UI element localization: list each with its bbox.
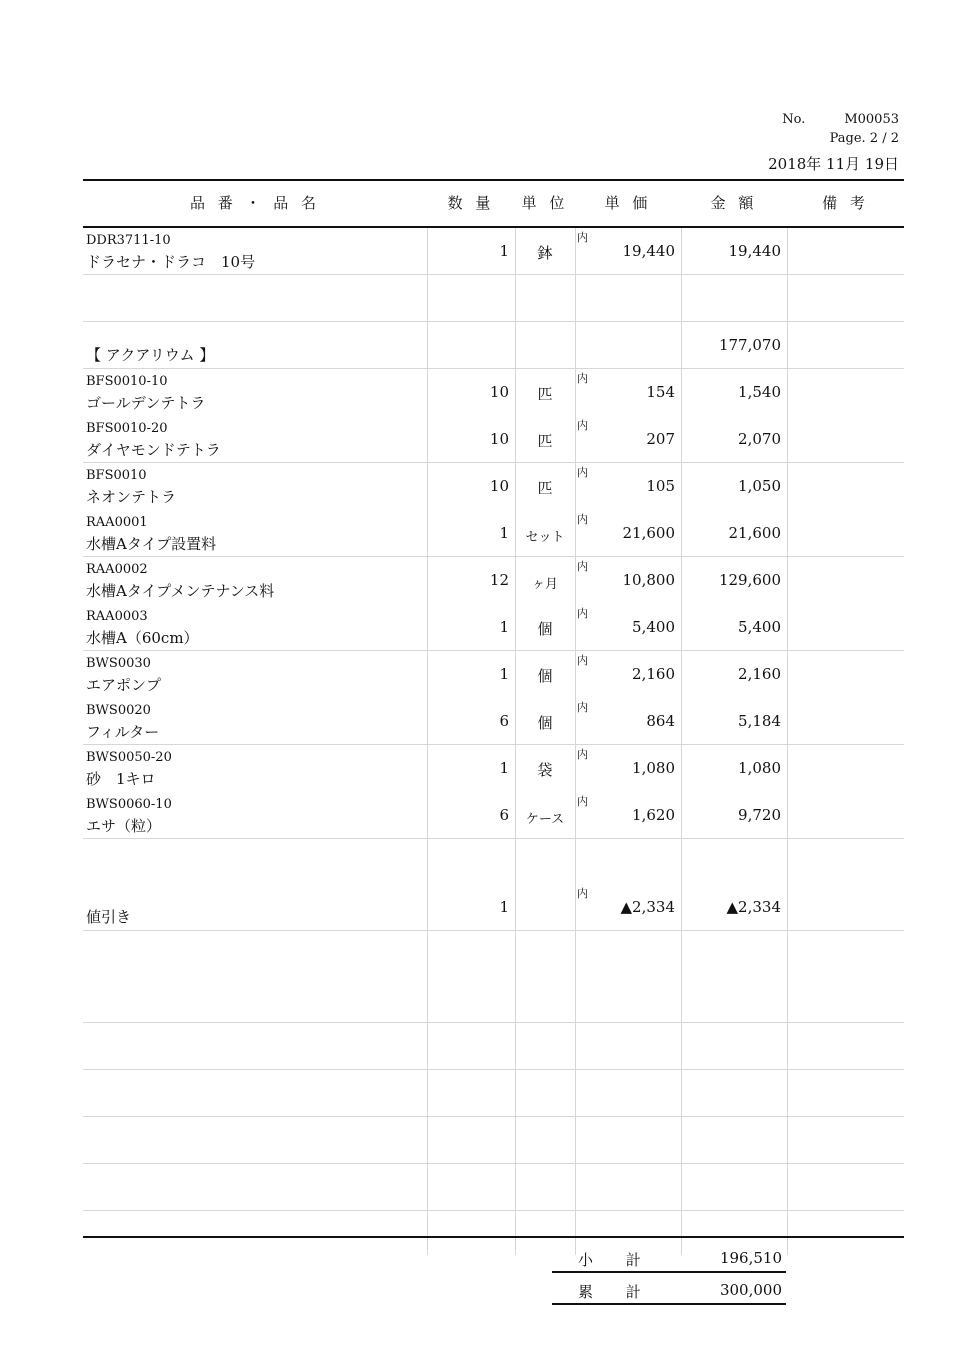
item-quantity: 10 [489, 477, 509, 495]
item-quantity: 1 [499, 759, 509, 777]
item-code: DDR3711-10 [86, 233, 171, 248]
item-unit: セット [525, 530, 565, 545]
item-unit: 個 [537, 620, 553, 638]
empty-row [83, 931, 904, 1023]
item-code: BWS0050-20 [86, 750, 172, 765]
item-amount: 21,600 [728, 524, 781, 542]
table-row [83, 604, 904, 651]
item-quantity: 1 [499, 242, 509, 260]
item-unit: 袋 [537, 761, 553, 779]
cumulative-label: 累 計 [578, 1283, 655, 1301]
tax-included-mark: 内 [577, 372, 588, 385]
tax-included-mark: 内 [577, 231, 588, 244]
column-header-unit: 単 位 [521, 194, 569, 212]
item-unit-price: 154 [646, 383, 675, 401]
table-row [83, 416, 904, 463]
item-code: BFS0010 [86, 468, 147, 483]
empty-row [83, 1070, 904, 1117]
tax-included-mark: 内 [577, 887, 588, 900]
document-number: No. M00053 [782, 112, 899, 127]
tax-included-mark: 内 [577, 419, 588, 432]
item-unit-price: 21,600 [622, 524, 675, 542]
subtotal-label: 小 計 [578, 1251, 655, 1269]
empty-row [83, 1164, 904, 1211]
item-amount: 5,184 [738, 712, 781, 730]
item-name: ドラセナ・ドラコ 10号 [86, 253, 256, 271]
table-row [83, 557, 904, 604]
item-code: RAA0003 [86, 609, 148, 624]
column-header-unit-price: 単 価 [604, 194, 652, 212]
table-row [83, 369, 904, 416]
item-quantity: 1 [499, 665, 509, 683]
item-unit-price: 10,800 [622, 571, 675, 589]
item-unit: 鉢 [537, 244, 553, 262]
cumulative-row [552, 1273, 786, 1305]
item-quantity: 1 [499, 524, 509, 542]
tax-included-mark: 内 [577, 701, 588, 714]
item-unit: 個 [537, 714, 553, 732]
item-amount: 5,400 [738, 618, 781, 636]
empty-row [83, 1023, 904, 1070]
item-unit: 匹 [537, 385, 553, 403]
item-code: RAA0001 [86, 515, 148, 530]
table-body [83, 228, 904, 1255]
item-unit: ヶ月 [531, 577, 558, 592]
column-header-item: 品 番 ・ 品 名 [189, 194, 321, 212]
column-header-remarks: 備 考 [822, 194, 869, 212]
table-bottom-rule [83, 1236, 904, 1238]
column-header-quantity: 数 量 [447, 194, 495, 212]
item-quantity: 12 [489, 571, 509, 589]
item-name: ゴールデンテトラ [86, 394, 206, 412]
tax-included-mark: 内 [577, 607, 588, 620]
item-amount: 2,160 [738, 665, 781, 683]
table-row [83, 745, 904, 792]
tax-included-mark: 内 [577, 748, 588, 761]
document-date: 2018年 11月 19日 [768, 155, 899, 173]
item-code: RAA0002 [86, 562, 148, 577]
item-code: BWS0020 [86, 703, 151, 718]
table-row [83, 651, 904, 698]
item-name: 水槽Aタイプ設置料 [86, 535, 217, 553]
item-amount: 19,440 [728, 242, 781, 260]
tax-included-mark: 内 [577, 795, 588, 808]
items-table [83, 179, 904, 1255]
item-amount: 9,720 [738, 806, 781, 824]
item-name: フィルター [86, 723, 160, 741]
empty-row [83, 1117, 904, 1164]
item-name: ダイヤモンドテトラ [86, 441, 221, 459]
subtotal-value: 196,510 [719, 1249, 782, 1267]
tax-included-mark: 内 [577, 466, 588, 479]
item-code: BWS0030 [86, 656, 151, 671]
table-row [83, 698, 904, 745]
discount-label: 値引き [86, 908, 132, 926]
tax-included-mark: 内 [577, 560, 588, 573]
item-unit-price: 864 [646, 712, 675, 730]
item-quantity: 1 [499, 898, 509, 916]
table-row [83, 510, 904, 557]
item-amount: 2,070 [738, 430, 781, 448]
item-amount: 1,080 [738, 759, 781, 777]
item-unit-price: 1,080 [632, 759, 675, 777]
item-amount: 129,600 [718, 571, 781, 589]
discount-row [83, 839, 904, 931]
section-title: 【 アクアリウム 】 [86, 346, 215, 364]
item-code: BWS0060-10 [86, 797, 172, 812]
item-name: 砂 1キロ [86, 770, 156, 788]
item-name: ネオンテトラ [86, 488, 177, 506]
item-amount: 1,050 [738, 477, 781, 495]
section-row [83, 322, 904, 369]
item-name: エサ（粒） [86, 817, 162, 835]
item-unit-price: 2,160 [632, 665, 675, 683]
item-unit: 匹 [537, 432, 553, 450]
cumulative-value: 300,000 [719, 1281, 782, 1299]
item-amount: 1,540 [738, 383, 781, 401]
item-name: エアポンプ [86, 676, 162, 694]
item-code: BFS0010-10 [86, 374, 168, 389]
item-quantity: 10 [489, 383, 509, 401]
item-unit-price: 1,620 [632, 806, 675, 824]
item-name: 水槽Aタイプメンテナンス料 [86, 582, 275, 600]
subtotal-row [552, 1241, 786, 1273]
table-row [83, 228, 904, 275]
item-unit: ケース [525, 812, 565, 827]
item-unit-price: 19,440 [622, 242, 675, 260]
item-unit: 個 [537, 667, 553, 685]
tax-included-mark: 内 [577, 513, 588, 526]
item-quantity: 1 [499, 618, 509, 636]
item-quantity: 10 [489, 430, 509, 448]
empty-row [83, 275, 904, 322]
item-unit-price: 5,400 [632, 618, 675, 636]
table-row [83, 463, 904, 510]
item-unit: 匹 [537, 479, 553, 497]
table-header [83, 179, 904, 228]
item-name: 水槽A（60cm） [86, 629, 199, 647]
item-unit-price: ▲2,334 [620, 898, 675, 916]
page-number: Page. 2 / 2 [829, 131, 899, 146]
item-amount: ▲2,334 [726, 898, 781, 916]
column-header-amount: 金 額 [710, 194, 758, 212]
tax-included-mark: 内 [577, 654, 588, 667]
item-quantity: 6 [499, 806, 509, 824]
item-code: BFS0010-20 [86, 421, 168, 436]
item-quantity: 6 [499, 712, 509, 730]
item-unit-price: 207 [646, 430, 675, 448]
section-amount: 177,070 [718, 336, 781, 354]
item-unit-price: 105 [646, 477, 675, 495]
table-row [83, 792, 904, 839]
summary-block [552, 1241, 786, 1305]
